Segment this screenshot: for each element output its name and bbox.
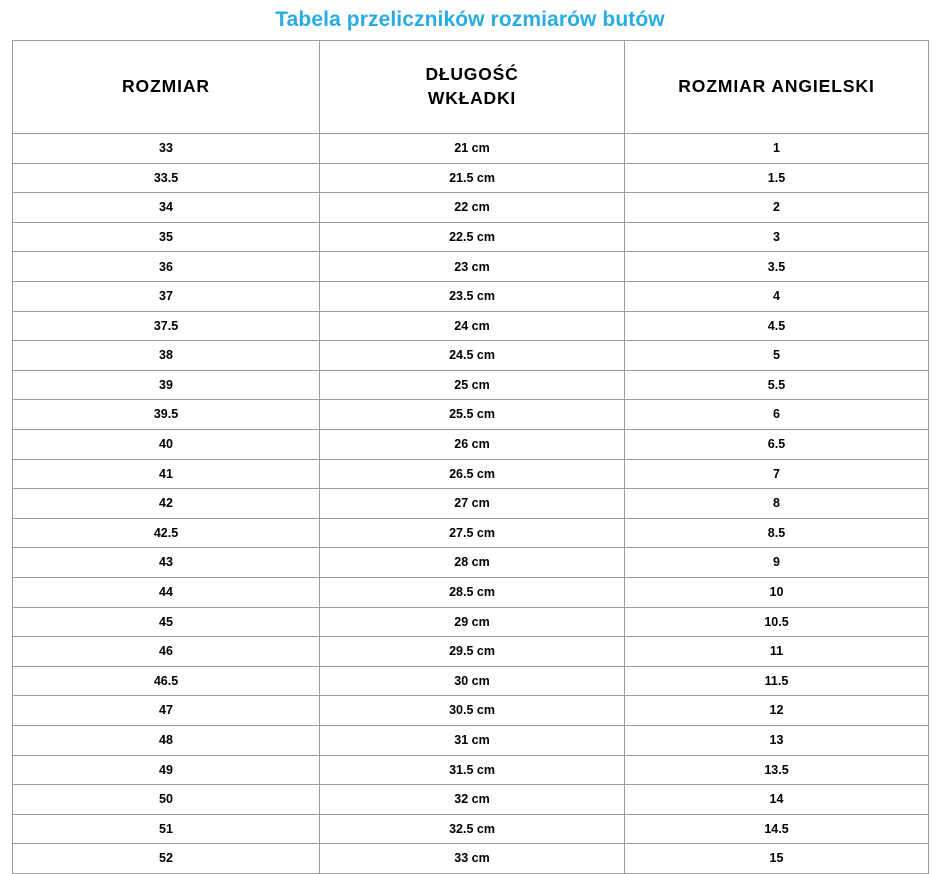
table-row — [13, 222, 929, 252]
cell-insole-length: 21 cm — [320, 134, 625, 164]
cell-size: 43 — [13, 548, 320, 578]
table-row — [13, 785, 929, 815]
table-container — [0, 40, 940, 874]
table-row — [13, 459, 929, 489]
cell-uk-size: 10 — [625, 578, 929, 608]
cell-insole-length: 32.5 cm — [320, 814, 625, 844]
cell-insole-length: 21.5 cm — [320, 163, 625, 193]
cell-insole-length: 28.5 cm — [320, 578, 625, 608]
cell-insole-length: 24.5 cm — [320, 341, 625, 371]
cell-size: 33.5 — [13, 163, 320, 193]
table-row — [13, 489, 929, 519]
cell-insole-length: 22.5 cm — [320, 222, 625, 252]
cell-uk-size: 6.5 — [625, 430, 929, 460]
column-header-insole-length — [320, 41, 625, 134]
cell-size: 37.5 — [13, 311, 320, 341]
table-row — [13, 755, 929, 785]
table-row — [13, 666, 929, 696]
cell-size: 47 — [13, 696, 320, 726]
cell-insole-length: 26 cm — [320, 430, 625, 460]
cell-insole-length: 27 cm — [320, 489, 625, 519]
table-header — [13, 41, 929, 134]
cell-uk-size: 4 — [625, 282, 929, 312]
table-row — [13, 430, 929, 460]
cell-uk-size: 13.5 — [625, 755, 929, 785]
cell-size: 46.5 — [13, 666, 320, 696]
cell-insole-length: 29.5 cm — [320, 637, 625, 667]
cell-uk-size: 15 — [625, 844, 929, 874]
cell-insole-length: 31 cm — [320, 725, 625, 755]
cell-uk-size: 7 — [625, 459, 929, 489]
page-title: Tabela przeliczników rozmiarów butów — [275, 8, 665, 31]
cell-size: 42.5 — [13, 518, 320, 548]
cell-uk-size: 13 — [625, 725, 929, 755]
cell-uk-size: 2 — [625, 193, 929, 223]
cell-insole-length: 30.5 cm — [320, 696, 625, 726]
table-row — [13, 370, 929, 400]
table-row — [13, 193, 929, 223]
cell-size: 48 — [13, 725, 320, 755]
cell-insole-length: 29 cm — [320, 607, 625, 637]
cell-uk-size: 5 — [625, 341, 929, 371]
table-row — [13, 607, 929, 637]
cell-insole-length: 26.5 cm — [320, 459, 625, 489]
table-row — [13, 814, 929, 844]
cell-size: 52 — [13, 844, 320, 874]
cell-insole-length: 28 cm — [320, 548, 625, 578]
cell-size: 34 — [13, 193, 320, 223]
table-row — [13, 252, 929, 282]
table-row — [13, 725, 929, 755]
table-row — [13, 696, 929, 726]
cell-uk-size: 3 — [625, 222, 929, 252]
cell-uk-size: 3.5 — [625, 252, 929, 282]
cell-size: 45 — [13, 607, 320, 637]
cell-size: 44 — [13, 578, 320, 608]
column-header-size: ROZMIAR — [13, 41, 320, 134]
cell-uk-size: 14.5 — [625, 814, 929, 844]
table-header-row — [13, 41, 929, 134]
cell-insole-length: 27.5 cm — [320, 518, 625, 548]
cell-uk-size: 1.5 — [625, 163, 929, 193]
cell-size: 38 — [13, 341, 320, 371]
cell-size: 41 — [13, 459, 320, 489]
cell-size: 39.5 — [13, 400, 320, 430]
cell-insole-length: 33 cm — [320, 844, 625, 874]
shoe-size-conversion-table — [12, 40, 929, 874]
cell-uk-size: 14 — [625, 785, 929, 815]
cell-insole-length: 23.5 cm — [320, 282, 625, 312]
table-row — [13, 578, 929, 608]
cell-uk-size: 8.5 — [625, 518, 929, 548]
column-header-uk-size: ROZMIAR ANGIELSKI — [625, 41, 929, 134]
table-row — [13, 548, 929, 578]
cell-insole-length: 32 cm — [320, 785, 625, 815]
table-row — [13, 311, 929, 341]
cell-size: 50 — [13, 785, 320, 815]
cell-uk-size: 9 — [625, 548, 929, 578]
cell-uk-size: 11 — [625, 637, 929, 667]
cell-uk-size: 10.5 — [625, 607, 929, 637]
table-row — [13, 282, 929, 312]
column-header-insole-length-line1: DŁUGOŚĆ — [425, 64, 519, 85]
cell-uk-size: 12 — [625, 696, 929, 726]
table-row — [13, 518, 929, 548]
cell-insole-length: 22 cm — [320, 193, 625, 223]
cell-uk-size: 1 — [625, 134, 929, 164]
cell-insole-length: 30 cm — [320, 666, 625, 696]
cell-size: 49 — [13, 755, 320, 785]
cell-insole-length: 31.5 cm — [320, 755, 625, 785]
cell-size: 46 — [13, 637, 320, 667]
cell-size: 33 — [13, 134, 320, 164]
cell-insole-length: 25 cm — [320, 370, 625, 400]
column-header-insole-length-line2: WKŁADKI — [427, 88, 517, 109]
cell-size: 42 — [13, 489, 320, 519]
cell-uk-size: 4.5 — [625, 311, 929, 341]
cell-size: 36 — [13, 252, 320, 282]
cell-insole-length: 24 cm — [320, 311, 625, 341]
cell-uk-size: 5.5 — [625, 370, 929, 400]
cell-uk-size: 11.5 — [625, 666, 929, 696]
cell-uk-size: 8 — [625, 489, 929, 519]
table-row — [13, 134, 929, 164]
cell-insole-length: 23 cm — [320, 252, 625, 282]
cell-size: 40 — [13, 430, 320, 460]
cell-uk-size: 6 — [625, 400, 929, 430]
cell-size: 39 — [13, 370, 320, 400]
table-row — [13, 637, 929, 667]
table-row — [13, 163, 929, 193]
table-body — [13, 134, 929, 874]
table-row — [13, 341, 929, 371]
cell-insole-length: 25.5 cm — [320, 400, 625, 430]
cell-size: 37 — [13, 282, 320, 312]
table-row — [13, 400, 929, 430]
cell-size: 51 — [13, 814, 320, 844]
cell-size: 35 — [13, 222, 320, 252]
